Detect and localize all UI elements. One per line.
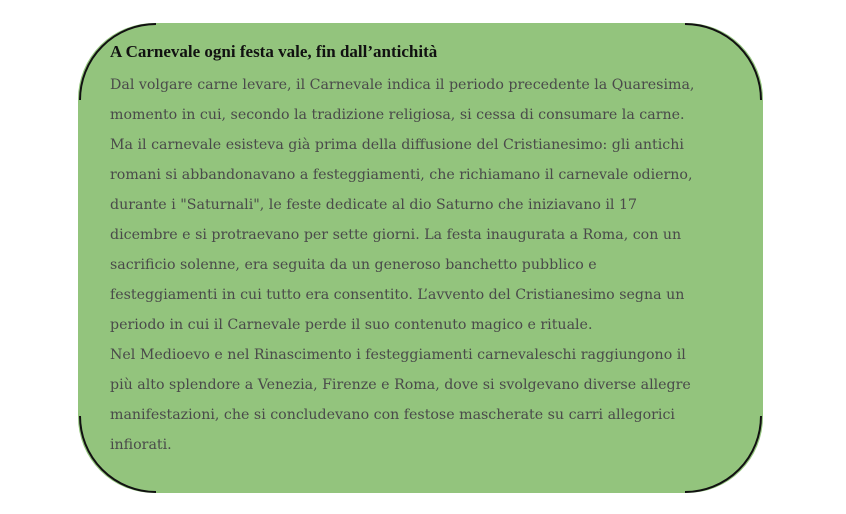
paragraph-line: manifestazioni, che si concludevano con festose mascherate su carri allegorici	[110, 407, 675, 423]
article-title: A Carnevale ogni festa vale, fin dall’antichità	[110, 42, 438, 61]
paragraph-line: Nel Medioevo e nel Rinascimento i festeggiamenti carnevaleschi raggiungono il	[110, 347, 686, 363]
article-paragraph-2	[110, 340, 750, 460]
paragraph-line: Ma il carnevale esisteva già prima della diffusione del Cristianesimo: gli antichi	[110, 137, 684, 153]
paragraph-line: durante i "Saturnali", le feste dedicate al dio Saturno che iniziavano il 17	[110, 197, 638, 213]
paragraph-line: sacrificio solenne, era seguita da un generoso banchetto pubblico e	[110, 257, 597, 273]
paragraph-line: periodo in cui il Carnevale perde il suo contenuto magico e rituale.	[110, 317, 593, 333]
paragraph-line: momento in cui, secondo la tradizione religiosa, si cessa di consumare la carne.	[110, 107, 685, 123]
paragraph-line: Dal volgare carne levare, il Carnevale indica il periodo precedente la Quaresima,	[110, 77, 695, 93]
article-paragraph-1	[110, 70, 750, 340]
paragraph-line: dicembre e si protraevano per sette giorni. La festa inaugurata a Roma, con un	[110, 227, 682, 243]
paragraph-line: infiorati.	[110, 437, 172, 453]
paragraph-line: festeggiamenti in cui tutto era consentito. L’avvento del Cristianesimo segna un	[110, 287, 685, 303]
paragraph-line: più alto splendore a Venezia, Firenze e Roma, dove si svolgevano diverse allegre	[110, 377, 691, 393]
paragraph-line: romani si abbandonavano a festeggiamenti, che richiamano il carnevale odierno,	[110, 167, 693, 183]
article-content	[110, 42, 750, 460]
